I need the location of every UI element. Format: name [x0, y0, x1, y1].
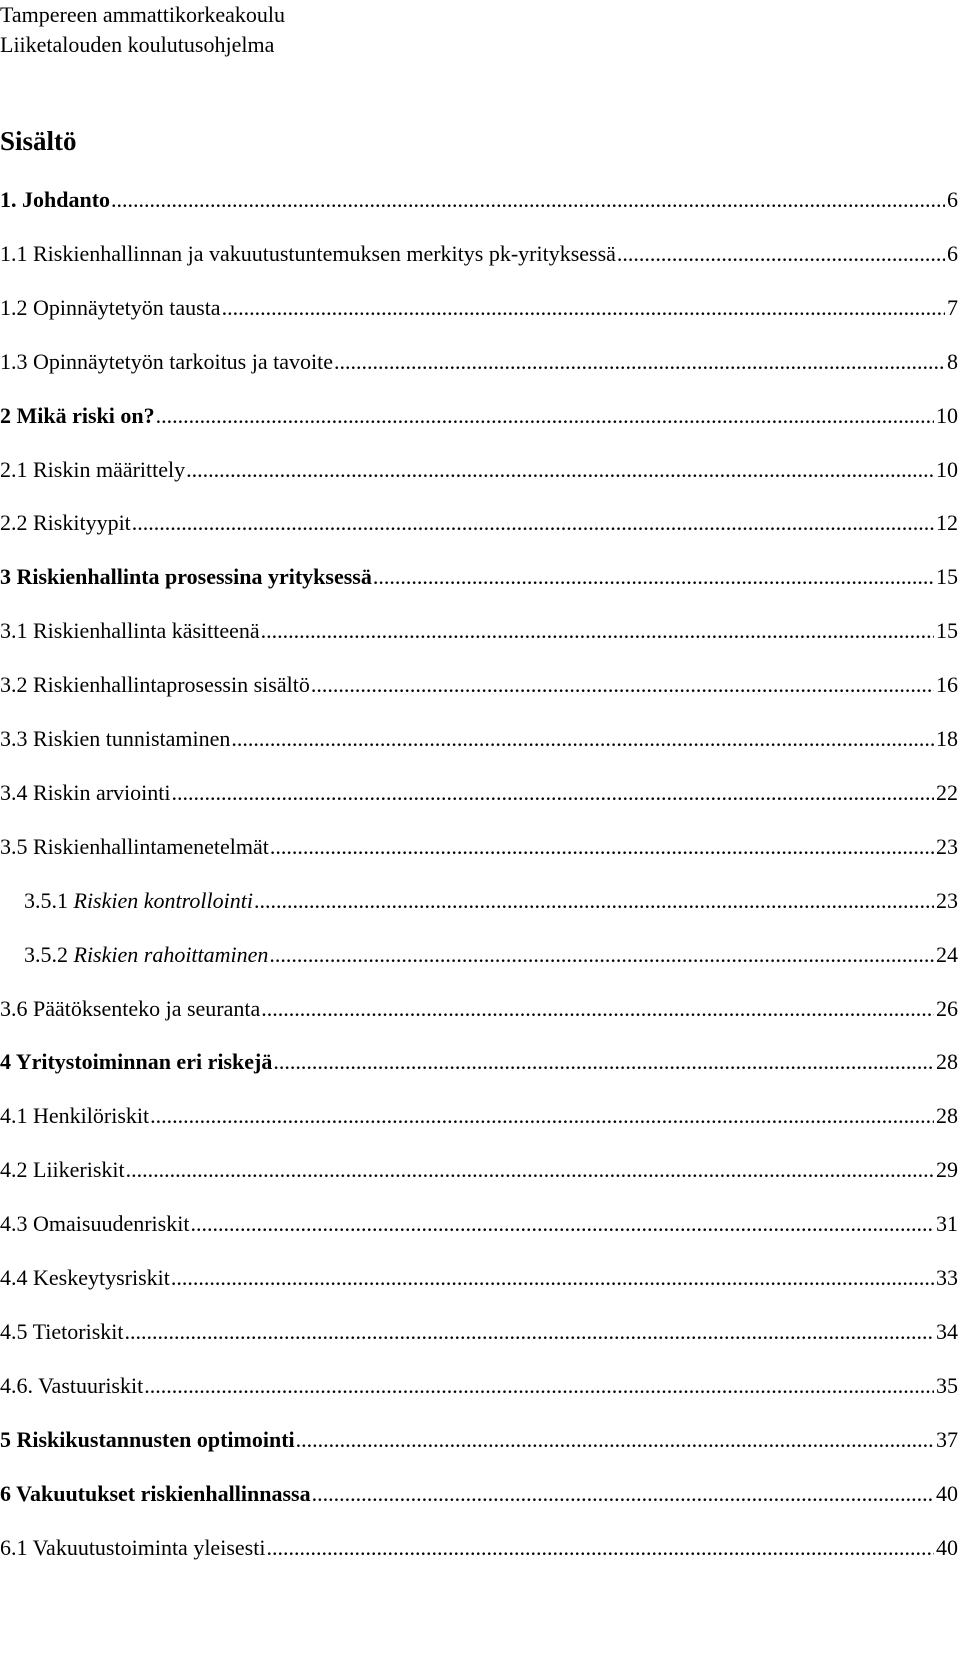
- toc-entry-label: [0, 776, 171, 810]
- toc-entry-text: Riskin arviointi: [33, 779, 171, 805]
- toc-dot-leader: [172, 776, 935, 810]
- toc-dot-leader: [273, 1045, 934, 1079]
- toc-entry-text: Vakuutukset riskienhallinnassa: [16, 1480, 311, 1506]
- toc-page-number: 6: [947, 240, 958, 266]
- toc-page-number: 24: [936, 941, 958, 967]
- toc-page-number: 40: [936, 1480, 958, 1506]
- toc-dot-leader: [150, 1099, 934, 1133]
- toc-dot-leader: [312, 1477, 934, 1511]
- toc-entry-number: 3.5.2: [24, 941, 74, 967]
- toc-entry-label: [0, 614, 260, 648]
- toc-entry-text: Päätöksenteko ja seuranta: [33, 995, 261, 1021]
- toc-page-number: 40: [936, 1534, 958, 1560]
- toc-dot-leader: [144, 1369, 934, 1403]
- toc-entry-text: Riskienhallinta käsitteenä: [33, 618, 260, 644]
- toc-page-number: 15: [936, 564, 958, 590]
- toc-dot-leader: [311, 668, 934, 702]
- toc-entry-label: [0, 1261, 170, 1295]
- toc-page-number: 28: [936, 1049, 958, 1075]
- toc-page-number: 34: [936, 1318, 958, 1344]
- toc-entry-number: 4: [0, 1049, 16, 1075]
- toc-entry[interactable]: [0, 560, 958, 594]
- toc-dot-leader: [373, 560, 934, 594]
- toc-entry[interactable]: [0, 453, 958, 487]
- toc-entry-number: 3.2: [0, 672, 33, 698]
- toc-page-number: 18: [936, 726, 958, 751]
- toc-entry[interactable]: [0, 506, 958, 540]
- toc-entry-label: [24, 884, 253, 918]
- toc-entry-text: Riskienhallinta prosessina yrityksessä: [16, 564, 372, 590]
- toc-entry-text: Opinnäytetyön tarkoitus ja tavoite: [33, 348, 333, 374]
- toc-page-number: 37: [936, 1426, 958, 1452]
- toc-entry[interactable]: [0, 237, 958, 271]
- toc-entry-text: Liikeriskit: [33, 1157, 125, 1183]
- toc-page-number: 22: [936, 779, 958, 805]
- toc-dot-leader: [186, 453, 934, 487]
- toc-dot-leader: [261, 614, 934, 648]
- toc-entry[interactable]: [0, 399, 958, 433]
- toc-dot-leader: [617, 237, 945, 271]
- toc-entry-label: [0, 1477, 311, 1511]
- toc-entry-number: 4.6.: [0, 1372, 39, 1398]
- toc-entry[interactable]: [0, 291, 958, 325]
- toc-entry-number: 2: [0, 402, 17, 428]
- toc-page-number: 35: [936, 1372, 958, 1398]
- toc-entry-text: Opinnäytetyön tausta: [33, 294, 221, 320]
- toc-entry-text: Omaisuudenriskit: [33, 1211, 190, 1237]
- toc-entry-text: Riskienhallintaprosessin sisältö: [33, 672, 310, 698]
- toc-entry-text: Riskin määrittely: [33, 456, 186, 482]
- toc-dot-leader: [254, 884, 934, 918]
- toc-entry-text: Tietoriskit: [32, 1318, 124, 1344]
- toc-entry[interactable]: [0, 776, 958, 810]
- toc-entry-label: [0, 453, 185, 487]
- toc-page-number: 31: [936, 1211, 958, 1237]
- toc-entry-number: 6: [0, 1480, 17, 1506]
- toc-page-number: 15: [936, 618, 958, 644]
- toc-entry-number: 4.5: [0, 1318, 33, 1344]
- toc-entry-number: 3.5: [0, 833, 33, 859]
- toc-entry-label: [0, 830, 269, 864]
- degree-programme: Liiketalouden koulutusohjelma: [0, 32, 275, 57]
- toc-entry-label: [0, 1153, 125, 1187]
- toc-entry[interactable]: [0, 1207, 958, 1241]
- toc-dot-leader: [269, 938, 934, 972]
- toc-entry-label: [0, 345, 333, 379]
- toc-page-number: 6: [947, 187, 958, 212]
- toc-dot-leader: [171, 1261, 934, 1295]
- toc-entry-number: 6.1: [0, 1534, 33, 1560]
- toc-entry[interactable]: [0, 1423, 958, 1457]
- toc-entry-label: [0, 1207, 189, 1241]
- toc-entry[interactable]: [0, 1531, 958, 1565]
- toc-entry-number: 3.1: [0, 618, 33, 644]
- toc-entry[interactable]: [0, 1099, 958, 1133]
- toc-entry-number: 1.: [0, 187, 22, 212]
- toc-entry-label: [0, 1099, 149, 1133]
- toc-entry-label: [0, 1531, 265, 1565]
- toc-entry[interactable]: [0, 614, 958, 648]
- toc-entry[interactable]: [0, 1045, 958, 1079]
- toc-entry-number: 4.4: [0, 1265, 33, 1290]
- toc-entry-text: Vastuuriskit: [38, 1372, 144, 1398]
- toc-page-number: 26: [936, 995, 958, 1021]
- toc-page-number: 10: [936, 402, 958, 428]
- toc-entry-text: Henkilöriskit: [33, 1103, 150, 1129]
- toc-entry-text: Riskienhallintamenetelmät: [33, 833, 269, 859]
- toc-entry-number: 1.1: [0, 240, 33, 266]
- toc-entry-label: [0, 183, 110, 217]
- toc-entry-number: 4.1: [0, 1103, 33, 1129]
- toc-page-number: 10: [936, 456, 958, 482]
- toc-entry-label: [0, 722, 230, 756]
- toc-page-number: 33: [936, 1265, 958, 1290]
- toc-entry-number: 4.3: [0, 1211, 33, 1237]
- toc-dot-leader: [126, 1153, 934, 1187]
- toc-entry-label: [0, 668, 310, 702]
- toc-entry[interactable]: [24, 938, 958, 972]
- toc-entry-label: [0, 1423, 295, 1457]
- toc-entry-number: 4.2: [0, 1157, 33, 1183]
- toc-entry[interactable]: [0, 668, 958, 702]
- toc-entry-label: [0, 1315, 124, 1349]
- institution-name: Tampereen ammattikorkeakoulu: [0, 2, 285, 27]
- toc-entry-number: 3.5.1: [24, 887, 74, 913]
- toc-entry-number: 3: [0, 564, 17, 590]
- toc-entry-number: 3.6: [0, 995, 33, 1021]
- toc-entry-number: 1.2: [0, 294, 33, 320]
- toc-dot-leader: [132, 506, 934, 540]
- toc-page-number: 23: [936, 833, 958, 859]
- toc-entry-number: 1.3: [0, 348, 33, 374]
- toc-page-number: 12: [936, 510, 958, 536]
- toc-entry[interactable]: [24, 884, 958, 918]
- toc-entry[interactable]: [0, 1477, 958, 1511]
- toc-entry[interactable]: [0, 345, 958, 379]
- toc-entry[interactable]: [0, 183, 958, 217]
- toc-entry[interactable]: [0, 1369, 958, 1403]
- toc-entry-label: [0, 506, 131, 540]
- toc-entry[interactable]: [0, 1315, 958, 1349]
- toc-entry[interactable]: [0, 722, 958, 756]
- toc-entry-text: Riskityypit: [33, 510, 131, 536]
- toc-dot-leader: [334, 345, 945, 379]
- toc-title: Sisältö: [0, 126, 77, 156]
- toc-dot-leader: [190, 1207, 934, 1241]
- toc-dot-leader: [231, 722, 934, 756]
- toc-dot-leader: [270, 830, 934, 864]
- toc-page-number: 29: [936, 1157, 958, 1183]
- toc-dot-leader: [261, 992, 934, 1026]
- toc-entry[interactable]: [0, 992, 958, 1026]
- toc-entry-number: 3.3: [0, 726, 33, 751]
- toc-entry[interactable]: [0, 1153, 958, 1187]
- toc-dot-leader: [296, 1423, 934, 1457]
- toc-dot-leader: [156, 399, 934, 433]
- toc-entry[interactable]: [0, 1261, 958, 1295]
- toc-entry-text: Johdanto: [22, 187, 111, 212]
- toc-entry-label: [0, 237, 616, 271]
- toc-page-number: 8: [947, 348, 958, 374]
- toc-entry-number: 2.2: [0, 510, 33, 536]
- toc-entry-text: Keskeytysriskit: [33, 1265, 170, 1290]
- toc-dot-leader: [222, 291, 945, 325]
- toc-entry-text: Riskien tunnistaminen: [33, 726, 231, 751]
- toc-entry-label: [0, 1045, 272, 1079]
- toc-entry-text: Riskien rahoittaminen: [73, 941, 269, 967]
- toc-dot-leader: [266, 1531, 934, 1565]
- toc-entry-text: Riskikustannusten optimointi: [16, 1426, 295, 1452]
- toc-page-number: 16: [936, 672, 958, 698]
- toc-entry-number: 3.4: [0, 779, 33, 805]
- toc-entry-text: Vakuutustoiminta yleisesti: [32, 1534, 266, 1560]
- toc-entry-label: [0, 291, 221, 325]
- toc-dot-leader: [111, 183, 945, 217]
- toc-entry[interactable]: [0, 830, 958, 864]
- toc-entry-label: [24, 938, 268, 972]
- toc-page-number: 7: [947, 294, 958, 320]
- toc-entry-text: Yritystoiminnan eri riskejä: [15, 1049, 273, 1075]
- toc-entry-number: 5: [0, 1426, 17, 1452]
- toc-entry-label: [0, 992, 260, 1026]
- document-header: [0, 0, 285, 60]
- toc-entry-text: Riskienhallinnan ja vakuutustuntemuksen merkitys pk-yrityksessä: [33, 240, 616, 266]
- toc-page-number: 23: [936, 887, 958, 913]
- toc-dot-leader: [125, 1315, 935, 1349]
- toc-entry-text: Mikä riski on?: [16, 402, 155, 428]
- toc-entry-label: [0, 1369, 143, 1403]
- toc-entry-text: Riskien kontrollointi: [73, 887, 253, 913]
- toc-page-number: 28: [936, 1103, 958, 1129]
- toc-entry-label: [0, 560, 372, 594]
- toc-entry-label: [0, 399, 155, 433]
- toc-entry-number: 2.1: [0, 456, 33, 482]
